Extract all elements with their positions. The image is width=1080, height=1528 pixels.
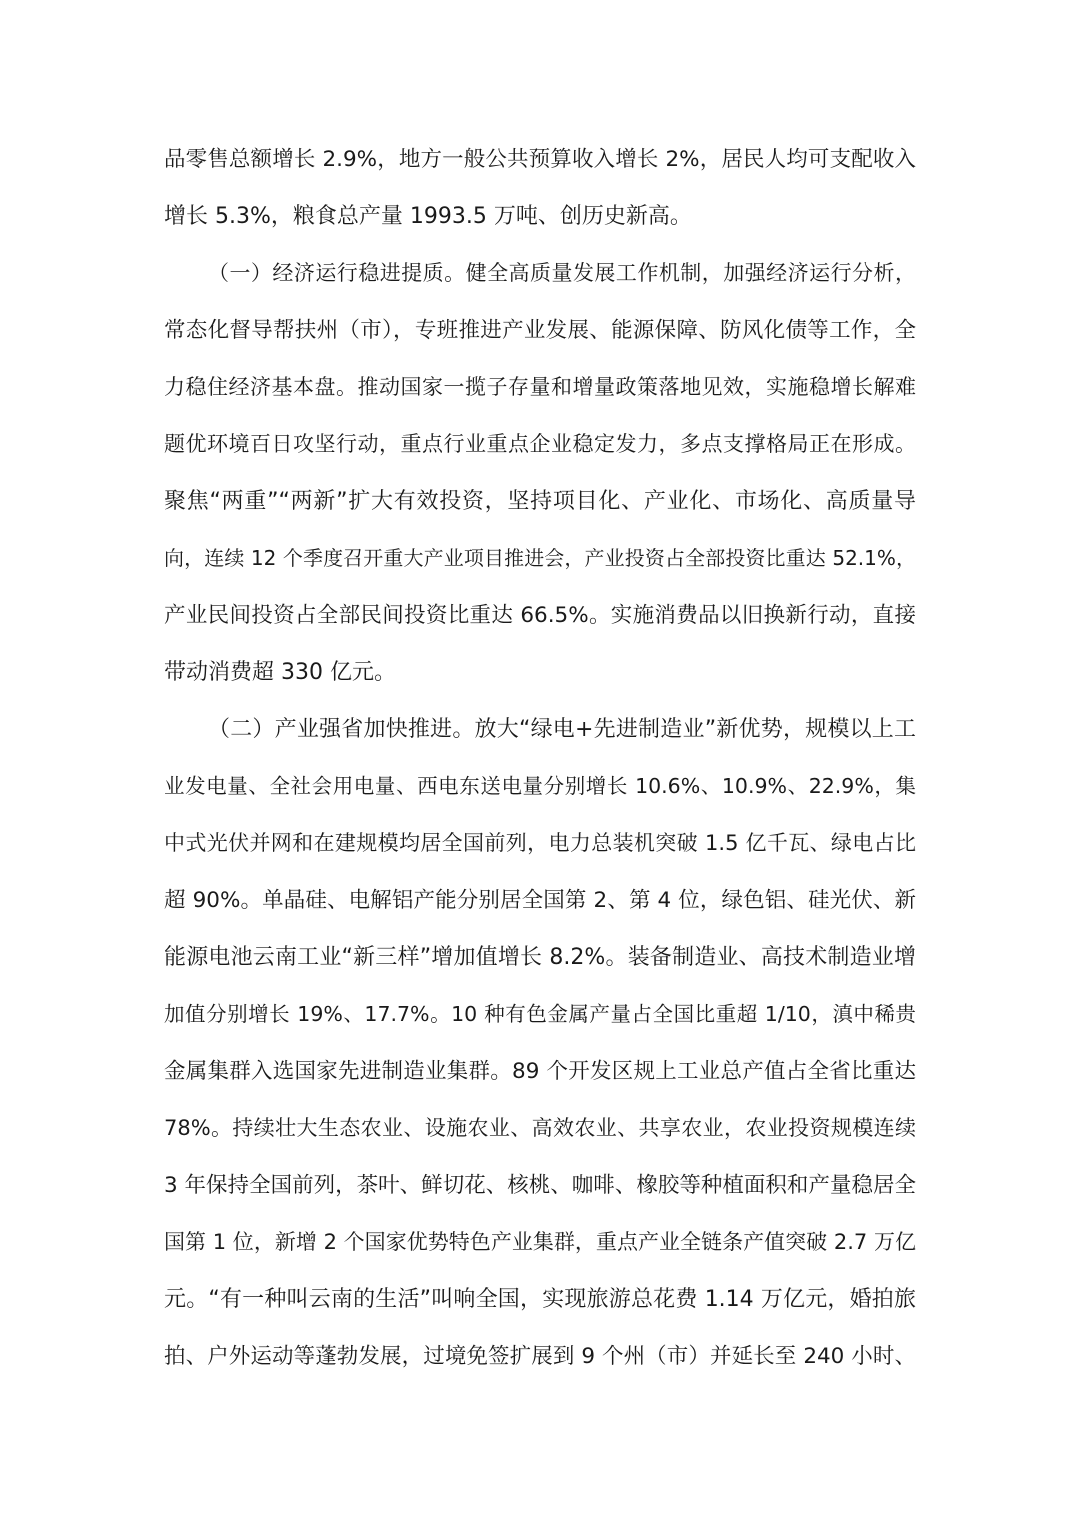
section-heading-line: （二）产业强省加快推进。放大“绿电+先进制造业”新优势，规模以上工 xyxy=(208,717,916,742)
text-line: 金属集群入选国家先进制造业集群。89 个开发区规上工业总产值占全省比重达 xyxy=(164,1059,916,1084)
text-line: 加值分别增长 19%、17.7%。10 种有色金属产量占全国比重超 1/10，滇中稀贵 xyxy=(164,1002,916,1026)
body-text xyxy=(164,131,916,1385)
text-line: 业发电量、全社会用电量、西电东送电量分别增长 10.6%、10.9%、22.9%，集 xyxy=(164,774,916,798)
text-line: 元。“有一种叫云南的生活”叫响全国，实现旅游总花费 1.14 万亿元，婚拍旅 xyxy=(164,1287,916,1312)
text-line: 能源电池云南工业“新三样”增加值增长 8.2%。装备制造业、高技术制造业增 xyxy=(164,945,916,970)
text-line: 常态化督导帮扶州（市），专班推进产业发展、能源保障、防风化债等工作，全 xyxy=(164,318,916,343)
text-line: 向，连续 12 个季度召开重大产业项目推进会，产业投资占全部投资比重达 52.1%， xyxy=(164,546,916,570)
text-line: 超 90%。单晶硅、电解铝产能分别居全国第 2、第 4 位，绿色铝、硅光伏、新 xyxy=(164,888,916,913)
text-line: 78%。持续壮大生态农业、设施农业、高效农业、共享农业，农业投资规模连续 xyxy=(164,1116,916,1140)
text-line: 增长 5.3%，粮食总产量 1993.5 万吨、创历史新高。 xyxy=(164,204,692,229)
text-line: 带动消费超 330 亿元。 xyxy=(164,660,396,685)
text-line: 国第 1 位，新增 2 个国家优势特色产业集群，重点产业全链条产值突破 2.7 万亿 xyxy=(164,1230,916,1254)
text-line: 产业民间投资占全部民间投资比重达 66.5%。实施消费品以旧换新行动，直接 xyxy=(164,603,916,628)
text-line: 题优环境百日攻坚行动，重点行业重点企业稳定发力，多点支撑格局正在形成。 xyxy=(164,432,916,456)
text-line: 品零售总额增长 2.9%，地方一般公共预算收入增长 2%，居民人均可支配收入 xyxy=(164,147,916,172)
text-line: 拍、户外运动等蓬勃发展，过境免签扩展到 9 个州（市）并延长至 240 小时、 xyxy=(164,1344,916,1369)
text-line: 力稳住经济基本盘。推动国家一揽子存量和增量政策落地见效，实施稳增长解难 xyxy=(164,375,916,399)
text-line: 中式光伏并网和在建规模均居全国前列，电力总装机突破 1.5 亿千瓦、绿电占比 xyxy=(164,831,916,855)
section-heading-line: （一）经济运行稳进提质。健全高质量发展工作机制，加强经济运行分析， xyxy=(208,261,916,285)
text-line: 3 年保持全国前列，茶叶、鲜切花、核桃、咖啡、橡胶等种植面积和产量稳居全 xyxy=(164,1173,916,1198)
text-line: 聚焦“两重”“两新”扩大有效投资，坚持项目化、产业化、市场化、高质量导 xyxy=(164,489,916,514)
